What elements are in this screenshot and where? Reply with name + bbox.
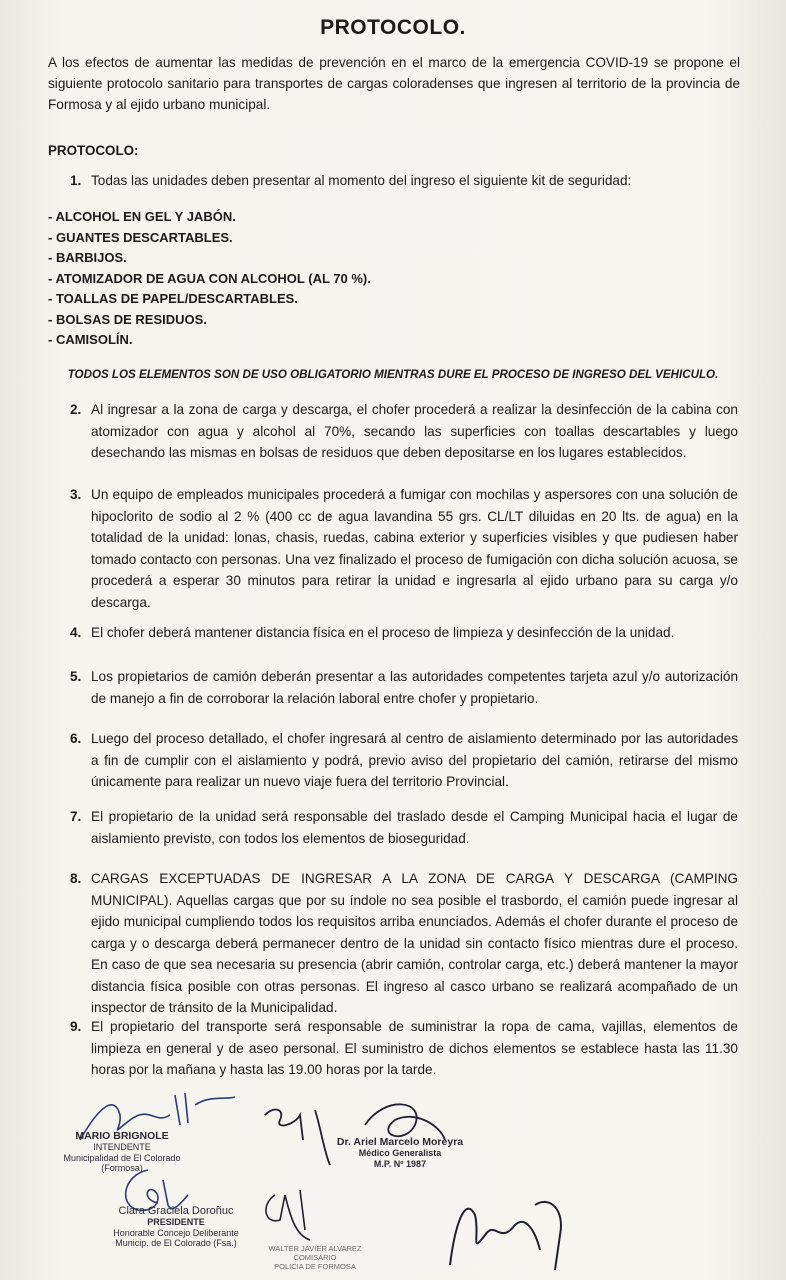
protocol-item-2	[70, 399, 738, 464]
item-text: Los propietarios de camión deberán presentar a las autoridades competentes tarjeta azul y/o autorización de manejo a fin de corroborar la relación laboral entre chofer y propietario.	[91, 669, 738, 706]
signer-role: PRESIDENTE	[147, 1217, 205, 1227]
item-number: 7.	[70, 809, 82, 824]
item-number: 2.	[70, 402, 82, 417]
item-number: 5.	[70, 669, 82, 684]
kit-item: - BARBIJOS.	[48, 248, 468, 269]
signer-name: Dr. Ariel Marcelo Moreyra	[336, 1136, 464, 1148]
protocol-item-7	[70, 806, 738, 849]
item-number: 1.	[70, 173, 82, 188]
protocol-label: PROTOCOLO:	[48, 143, 139, 158]
protocol-item-8	[70, 868, 738, 1019]
item-text: El propietario de la unidad será responsable del traslado desde el Camping Municipal hacia el lugar de aislamiento previsto, con todos los elementos de bioseguridad.	[91, 809, 738, 846]
item-number: 4.	[70, 625, 82, 640]
protocol-item-9	[70, 1016, 738, 1081]
item-number: 3.	[70, 487, 82, 502]
mandatory-notice: TODOS LOS ELEMENTOS SON DE USO OBLIGATORIO MIENTRAS DURE EL PROCESO DE INGRESO DEL VEHICULO.	[67, 368, 719, 381]
kit-item: - TOALLAS DE PAPEL/DESCARTABLES.	[48, 289, 468, 310]
item-number: 6.	[70, 731, 82, 746]
signer-institution: Honorable Concejo Deliberante	[113, 1227, 239, 1238]
signature-block-comisario	[255, 1244, 375, 1271]
kit-item: - CAMISOLÍN.	[48, 330, 468, 351]
signature-scribble-5	[440, 1175, 580, 1275]
protocol-item-4	[70, 622, 738, 644]
kit-item: - BOLSAS DE RESIDUOS.	[48, 310, 468, 331]
signer-institution: Municipalidad de El Colorado	[63, 1152, 181, 1163]
item-text: Un equipo de empleados municipales procederá a fumigar con mochilas y aspersores con una solución de hipoclorito de sodio al 2 % (400 cc de agua lavandina 55 grs. CL/LT diluidas en 20 lts. de agua) en la totalidad de la unidad: lonas, chasis, ruedas, cabina exterior y superficies visibles y que pudiesen haber tomado contacto con personas. Una vez finalizado el proceso de fumigación con dicha solución acuosa, se procederá a esperar 30 minutos para retirar la unidad e ingresarla al ejido urbano para su carga y/o descarga.	[91, 487, 738, 610]
signature-block-intendente	[62, 1130, 182, 1174]
signer-role: COMISARIO	[293, 1253, 337, 1262]
kit-item: - ATOMIZADOR DE AGUA CON ALCOHOL (AL 70 %).	[48, 269, 468, 290]
item-text: Al ingresar a la zona de carga y descarga, el chofer procederá a realizar la desinfección de la cabina con atomizador con agua y alcohol al 70%, secando las superficies con toallas descartables y luego desechando las mismas en bolsas de residuos que deben depositarse en los lugares establecidos.	[91, 402, 738, 460]
protocol-item-6	[70, 728, 738, 793]
signature-scribble-4	[255, 1185, 335, 1245]
signer-location: Municip. de El Colorado (Fsa.)	[115, 1238, 237, 1248]
item-text: El propietario del transporte será responsable de suministrar la ropa de cama, vajillas, elementos de limpieza en general y de aseo personal. El suministro de dichos elementos se establece hasta las 11.30 horas por la mañana y hasta las 19.00 horas por la tarde.	[91, 1019, 738, 1077]
signer-name: Clara Graciela Doroñuc	[118, 1205, 234, 1217]
protocol-item-3	[70, 484, 738, 613]
kit-item: - GUANTES DESCARTABLES.	[48, 228, 468, 249]
protocol-item-1	[70, 170, 738, 192]
document-title: PROTOCOLO.	[320, 16, 466, 39]
signature-block-medico	[320, 1136, 480, 1169]
signer-name: WALTER JAVIER ALVAREZ	[268, 1244, 362, 1253]
signer-role: Médico Generalista	[358, 1148, 442, 1158]
item-text: Luego del proceso detallado, el chofer ingresará al centro de aislamiento determinado por las autoridades a fin de cumplir con el aislamiento y podrá, previo aviso del propietario del camión, retirarse del mismo únicamente para realizar un nuevo viaje fuera del territorio Provincial.	[91, 731, 738, 789]
signer-role: INTENDENTE	[93, 1142, 151, 1152]
item-number: 8.	[70, 871, 82, 886]
signer-name: MARIO BRIGNOLE	[75, 1130, 169, 1142]
signer-registration: M.P. Nº 1987	[373, 1158, 427, 1169]
signature-block-presidente	[96, 1205, 256, 1249]
signer-location: (Formosa)	[101, 1163, 143, 1173]
safety-kit-list	[48, 207, 468, 351]
kit-item: - ALCOHOL EN GEL Y JABÓN.	[48, 207, 468, 228]
item-text: CARGAS EXCEPTUADAS DE INGRESAR A LA ZONA DE CARGA Y DESCARGA (CAMPING MUNICIPAL). Aquellas cargas que por su índole no sea posible el trasbordo, el camión puede ingresar al ejido municipal cumpliendo todos los requisitos arriba enunciados. Además el chofer durante el proceso de carga y o descarga deberá permanecer dentro de la unidad sin contacto físico mientras dure el proceso. En caso de que sea necesaria su presencia (abrir camión, controlar carga, etc.) deberá mantener la mayor distancia física posible con otras personas. El ingreso al casco urbano se realizará acompañado de un inspector de tránsito de la Municipalidad.	[91, 871, 738, 1015]
protocol-item-5	[70, 666, 738, 709]
item-text: El chofer deberá mantener distancia física en el proceso de limpieza y desinfección de la unidad.	[91, 625, 675, 640]
intro-paragraph: A los efectos de aumentar las medidas de prevención en el marco de la emergencia COVID-19 se propone el siguiente protocolo sanitario para transportes de cargas coloradenses que ingresen al territorio de la provincia de Formosa y al ejido urbano municipal.	[48, 55, 740, 112]
item-text: Todas las unidades deben presentar al momento del ingreso el siguiente kit de seguridad:	[91, 173, 632, 188]
item-number: 9.	[70, 1019, 82, 1034]
signer-institution: POLICIA DE FORMOSA	[274, 1262, 356, 1271]
